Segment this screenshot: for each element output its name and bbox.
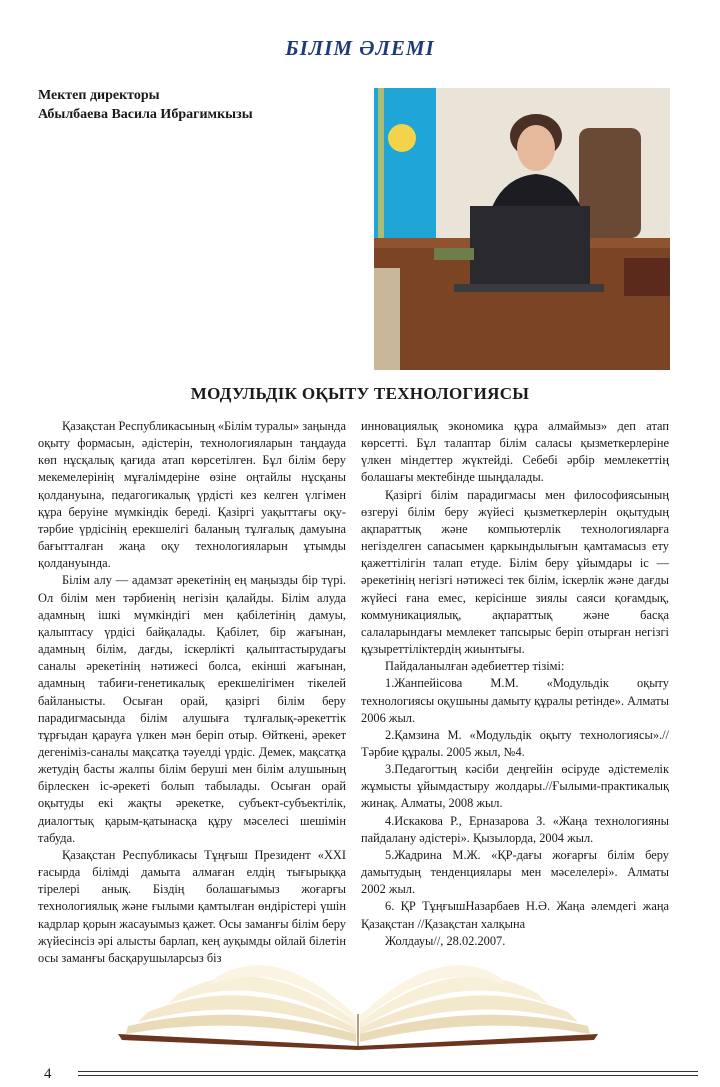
reference-item: 2.Қамзина М. «Модульдік оқыту технологиясы».// Тәрбие құралы. 2005 жыл, №4. bbox=[361, 727, 669, 759]
paragraph: Қазақстан Республикасының «Білім туралы» заңында оқыту формасын, әдістерін, технологияларын таңдауда көп нұсқалық қағида атап көрсетілген. Бұл білім беру мекемелерінің мұғалімдеріне өзіне оңтайлы нұсқаны қолдануына, педагогикалық үрдісті кез келген үлгімен құра беруіне мүмкіндік береді. Қазіргі уақыттағы оқу-тәрбие үрдісінің ерекшелігі баланың тұлғалық дамуына бағытталған жаңа оқу технологияларын ұтымды қолдануында. bbox=[38, 419, 346, 571]
reference-item: 1.Жанпейісова М.М. «Модульдік оқыту технологиясы оқушыны дамыту құралы ретінде». Алматы 2006 жыл. bbox=[361, 676, 669, 725]
article-title: МОДУЛЬДІК ОҚЫТУ ТЕХНОЛОГИЯСЫ bbox=[190, 384, 530, 403]
paragraph: Білім алу — адамзат әрекетінің ең маңызды бір түрі. Ол білім мен тәрбиенің негізін қалайды. Білім алуда адамның ішкі мүмкіндігі мен қабілетінің дамуы, қалыптасу үрдісі байқалады. Қабілет, бір жағынан, адамның білім, дағды, іскерлікті қалыптастырудағы саналы әрекетінің нәтижесі болса, екінші жағынан, адамның табиғи-генетикалық ерекшелігімен тікелей байланысты. Осыған орай, қазіргі білім беру парадигмасында білім алушыға тұлғалық-әрекеттік тұрғыдан қарауға үлкен мән беріп отыр. Өйткені, әрекет дегеніміз-саналы мақсатқа тәуелді үрдіс. Демек, мақсатқа жетудің басты жалпы білім беруші мен білім алушының бірлескен іс-әрекеті болып табылады. Осыған орай оқытуды екі жақты әрекетке, субъект-субъектілік, диалогтық қарым-қатынасқа құру мәселесі шешімін табуда. bbox=[38, 573, 346, 845]
reference-item: 4.Искакова Р., Ерназарова З. «Жаңа технологияны пайдалану әдістері». Қызылорда, 2004 жыл. bbox=[361, 813, 669, 845]
open-book-illustration bbox=[108, 942, 608, 1050]
references-heading: Пайдаланылған әдебиеттер тізімі: bbox=[385, 659, 565, 674]
paragraph: инновациялық экономика құра алмаймыз» деп атап көрсетті. Бұл талаптар білім саласы қызметкерлеріне үлкен міндеттер жүктейді. Себебі әрбір мемлекеттің болашағы мектебінде шыңдалады. bbox=[361, 419, 669, 485]
director-photo bbox=[374, 88, 670, 370]
paragraph: Қазіргі білім парадигмасы мен философиясының өзгеруі білім беру жүйесі қызметкерлерін оқытудың ақпараттық және компьютерлік технологияларға негізделген сапасымен қаркындылығын қамтамасыз ету қажеттілігін талап етуде. Білім беру ұйымдары іс — әрекетінің негізгі нәтижесі тек білім, іскерлік және дағды жүйесі ғана емес, керісінше зиялы саяси қоғамдық, коммуникациялық, ақпараттық және басқа салаларындағы мемлекет тапсырыс беріп отырған негізгі құзыреттіліктердің жиынтығы. bbox=[361, 487, 669, 657]
author-block bbox=[38, 86, 253, 124]
author-position: Мектеп директоры bbox=[38, 88, 160, 103]
page-number: 4 bbox=[44, 1066, 52, 1082]
footer-rule bbox=[78, 1075, 698, 1076]
reference-item: 5.Жадрина М.Ж. «ҚР-дағы жоғарғы білім беру дамытудың тенденциялары мен мәселелері». Алматы 2002 жыл. bbox=[361, 847, 669, 897]
author-name: Абылбаева Васила Ибрагимкызы bbox=[38, 107, 253, 122]
director-photo-illustration bbox=[374, 88, 670, 370]
left-column bbox=[38, 418, 346, 967]
reference-item: 6. ҚР ТұңғышНазарбаев Н.Ә. Жаңа әлемдегі жаңа Қазақстан //Қазақстан халқына bbox=[361, 899, 669, 931]
reference-item: 3.Педагогтың кәсіби деңгейін өсіруде әдістемелік жұмысты ұйымдастыру жолдары.//Ғылыми-практикалық жинақ. Алматы, 2008 жыл. bbox=[361, 762, 669, 811]
magazine-title: БІЛІМ ӘЛЕМІ bbox=[285, 36, 435, 60]
reference-item: Жолдауы//, 28.02.2007. bbox=[385, 933, 506, 948]
open-book-icon bbox=[108, 942, 608, 1050]
paragraph: Қазақстан Республикасы Тұңғыш Президент «XXI ғасырда білімді дамыта алмаған елдің тығырыққа тірелері анық. Біздің болашағымыз жоғарғы технологиялық және ғылыми қамтылған өндірістері үшін кадрлар қорын жасауымыз қажет. Осы заманғы білім беру жүйесінсіз әрі алысты барлап, кең ауқымды ойлай білетін осы заманғы басқарушыларсыз біз bbox=[38, 847, 346, 965]
footer-rule bbox=[78, 1071, 698, 1072]
right-column bbox=[361, 418, 669, 950]
